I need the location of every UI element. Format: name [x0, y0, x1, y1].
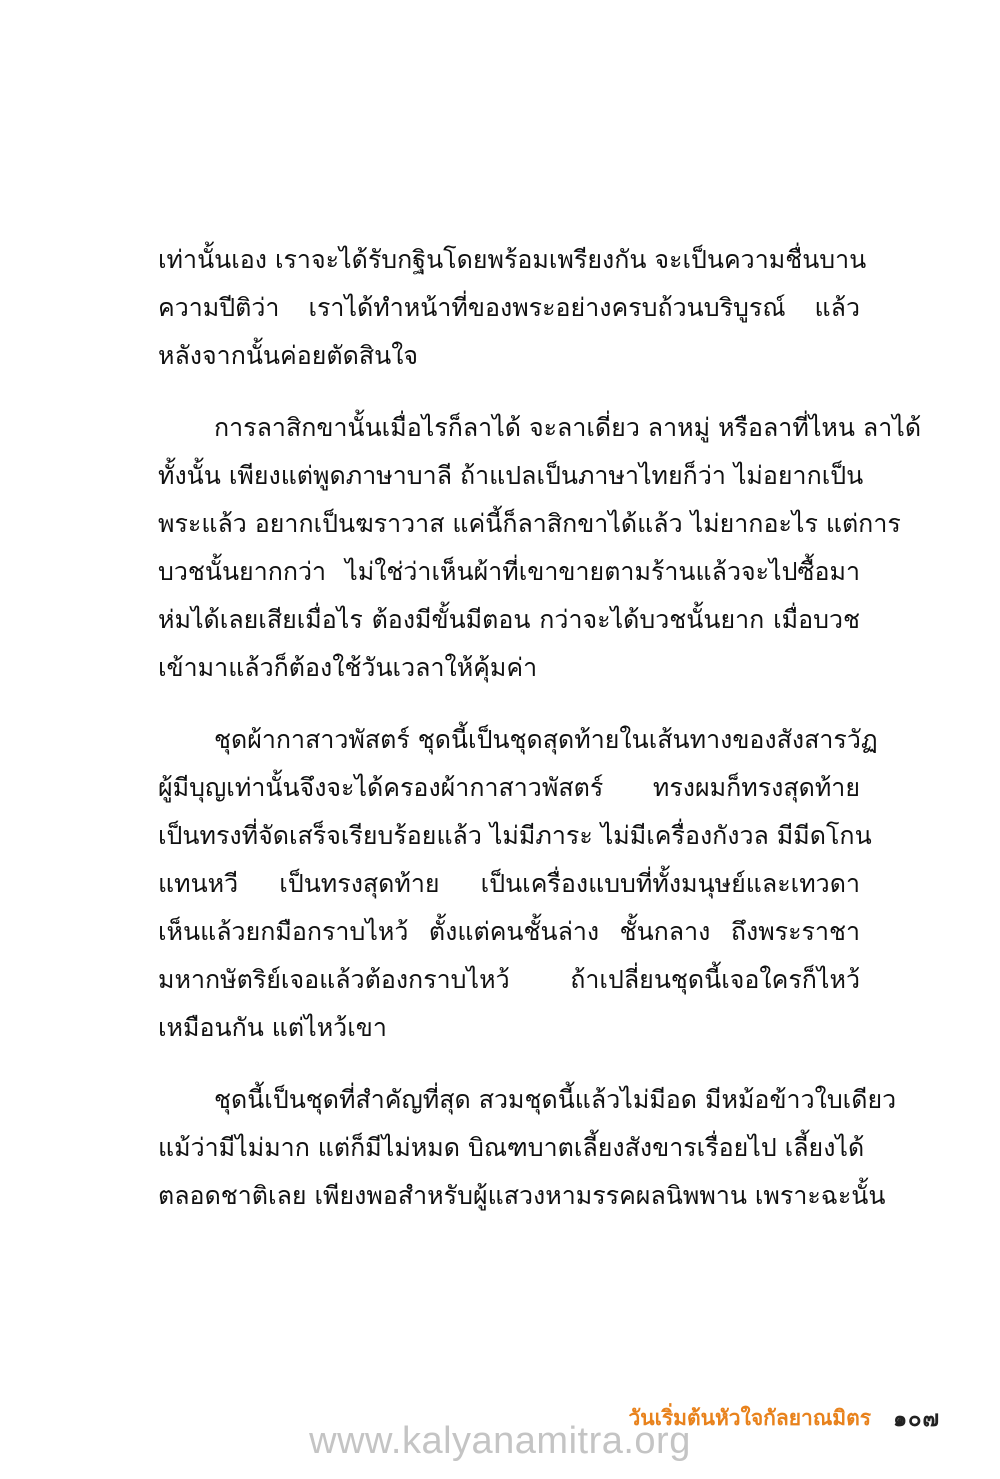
text-line: ผู้มีบุญเท่านั้นจึงจะได้ครองผ้ากาสาวพัสตร์ ทรงผมก็ทรงสุดท้าย	[158, 773, 860, 802]
text-line: เป็นทรงที่จัดเสร็จเรียบร้อยแล้ว ไม่มีภาระ ไม่มีเครื่องกังวล มีมีดโกน	[158, 821, 872, 850]
text-line: มหากษัตริย์เจอแล้วต้องกราบไหว้ ถ้าเปลี่ยนชุดนี้เจอใครก็ไหว้	[158, 965, 860, 994]
text-line: พระแล้ว อยากเป็นฆราวาส แค่นี้ก็ลาสิกขาได้แล้ว ไม่ยากอะไร แต่การ	[158, 509, 901, 538]
paragraph-4	[158, 1076, 897, 1220]
text-line: ชุดนี้เป็นชุดที่สำคัญที่สุด สวมชุดนี้แล้วไม่มีอด มีหม้อข้าวใบเดียว	[214, 1085, 897, 1114]
text-line: ทั้งนั้น เพียงแต่พูดภาษาบาลี ถ้าแปลเป็นภาษาไทยก็ว่า ไม่อยากเป็น	[158, 461, 864, 490]
text-line: บวชนั้นยากกว่า ไม่ใช่ว่าเห็นผ้าที่เขาขายตามร้านแล้วจะไปซื้อมา	[158, 557, 860, 586]
text-line: ตลอดชาติเลย เพียงพอสำหรับผู้แสวงหามรรคผลนิพพาน เพราะฉะนั้น	[158, 1181, 886, 1210]
page-number: ๑๐๗	[893, 1406, 940, 1432]
text-line: เห็นแล้วยกมือกราบไหว้ ตั้งแต่คนชั้นล่าง ชั้นกลาง ถึงพระราชา	[158, 917, 860, 946]
text-line: หลังจากนั้นค่อยตัดสินใจ	[158, 341, 419, 370]
text-line: เข้ามาแล้วก็ต้องใช้วันเวลาให้คุ้มค่า	[158, 653, 538, 682]
text-line: ชุดผ้ากาสาวพัสตร์ ชุดนี้เป็นชุดสุดท้ายในเส้นทางของสังสารวัฏ	[214, 725, 878, 754]
paragraph-2	[158, 404, 922, 692]
paragraph-1	[158, 236, 867, 380]
text-line: การลาสิกขานั้นเมื่อไรก็ลาได้ จะลาเดี่ยว ลาหมู่ หรือลาที่ไหน ลาได้	[214, 413, 922, 442]
text-line: เหมือนกัน แต่ไหว้เขา	[158, 1013, 387, 1042]
book-title: วันเริ่มต้นหัวใจกัลยาณมิตร	[628, 1405, 872, 1430]
text-line: แทนหวี เป็นทรงสุดท้าย เป็นเครื่องแบบที่ทั้งมนุษย์และเทวดา	[158, 869, 860, 898]
text-line: ห่มได้เลยเสียเมื่อไร ต้องมีขั้นมีตอน กว่าจะได้บวชนั้นยาก เมื่อบวช	[158, 605, 860, 634]
watermark-url: www.kalyanamitra.org	[309, 1420, 691, 1462]
paragraph-3	[158, 716, 878, 1052]
body-text	[158, 236, 922, 1244]
text-line: แม้ว่ามีไม่มาก แต่ก็มีไม่หมด บิณฑบาตเลี้ยงสังขารเรื่อยไป เลี้ยงได้	[158, 1133, 865, 1162]
text-line: เท่านั้นเอง เราจะได้รับกฐินโดยพร้อมเพรียงกัน จะเป็นความชื่นบาน	[158, 245, 867, 274]
text-line: ความปีติว่า เราได้ทำหน้าที่ของพระอย่างครบถ้วนบริบูรณ์ แล้ว	[158, 293, 860, 322]
